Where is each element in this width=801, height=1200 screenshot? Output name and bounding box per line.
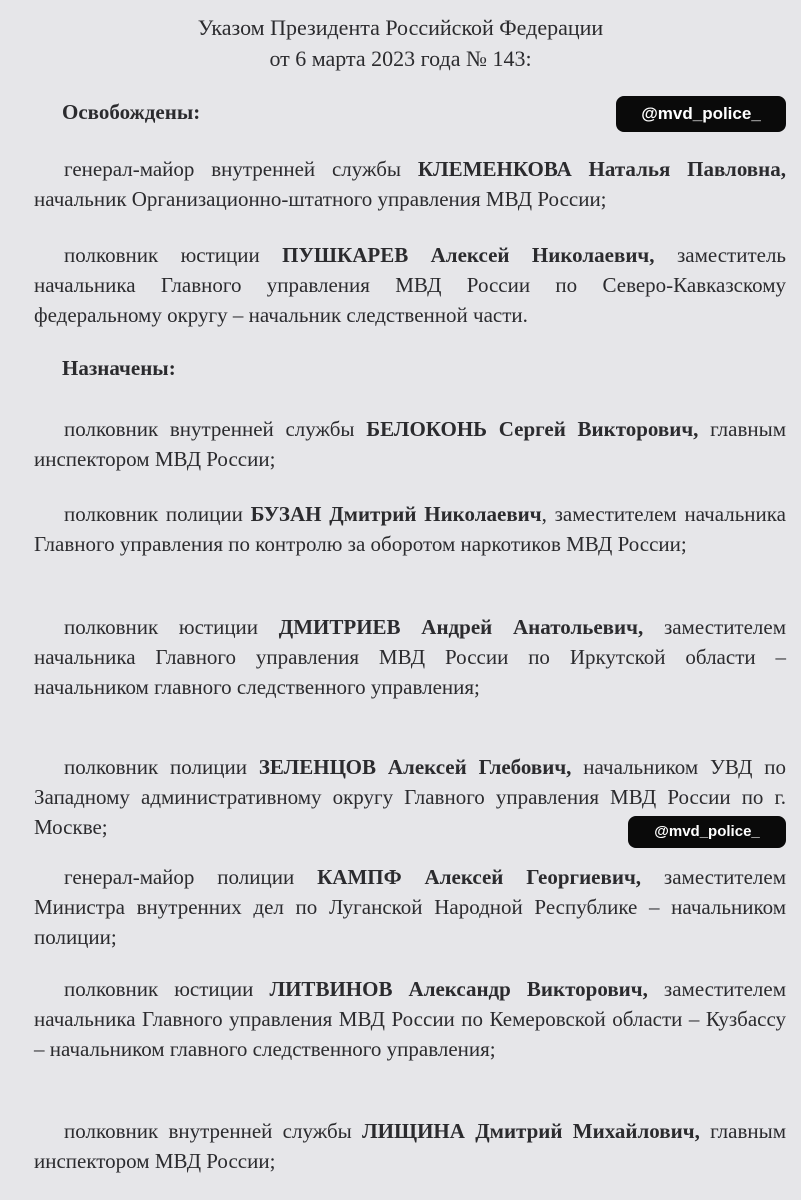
entry-rank: полковник полиции (64, 502, 251, 526)
entry-rank: полковник юстиции (64, 615, 279, 639)
entry-position: заместителем Министра внутренних дел по Луганской Народной Республике – начальником полиции; (34, 865, 787, 949)
entry-person-name: КАМПФ Алексей Георгиевич, (317, 865, 642, 889)
entry-paragraph (34, 240, 786, 330)
entry-paragraph (34, 154, 786, 214)
watermark-badge: @mvd_police_ (628, 816, 786, 848)
entry-person-name: ПУШКАРЕВ Алексей Николаевич, (282, 243, 655, 267)
entry-position: начальником УВД по Западному административному округу Главного управления МВД России по г. Москве; (34, 755, 787, 839)
entry-position: главным инспектором МВД России; (34, 1119, 787, 1173)
watermark-badge: @mvd_police_ (616, 96, 786, 132)
decree-header (0, 12, 801, 74)
entry-paragraph (34, 612, 786, 702)
entry-person-name: ЛИТВИНОВ Александр Викторович, (269, 977, 648, 1001)
entry-paragraph (34, 499, 786, 559)
decree-header-line-2: от 6 марта 2023 года № 143: (269, 46, 532, 71)
entry-person-name: БУЗАН Дмитрий Николаевич (250, 502, 542, 526)
entry-position: начальник Организационно-штатного управления МВД России; (34, 187, 607, 211)
entry-rank: полковник юстиции (64, 243, 283, 267)
entry-rank: полковник юстиции (64, 977, 270, 1001)
entry-paragraph (34, 862, 786, 952)
entry-rank: полковник внутренней службы (64, 1119, 363, 1143)
entry-paragraph (34, 1116, 786, 1176)
entry-paragraph (34, 974, 786, 1064)
entry-paragraph (34, 414, 786, 474)
entry-person-name: КЛЕМЕНКОВА Наталья Павловна, (417, 157, 786, 181)
section-heading-appointed: Назначены: (62, 356, 176, 380)
entry-rank: генерал-майор полиции (64, 865, 318, 889)
section-heading-released: Освобождены: (62, 100, 201, 124)
entry-person-name: БЕЛОКОНЬ Сергей Викторович, (366, 417, 699, 441)
entry-person-name: ЗЕЛЕНЦОВ Алексей Глебович, (258, 755, 572, 779)
decree-header-line-1: Указом Президента Российской Федерации (197, 15, 604, 40)
entry-position: главным инспектором МВД России; (34, 417, 786, 471)
entry-rank: генерал-майор внутренней службы (64, 157, 418, 181)
entry-rank: полковник полиции (64, 755, 259, 779)
entry-position: , заместителем начальника Главного управления по контролю за оборотом наркотиков МВД России; (34, 502, 786, 556)
entry-rank: полковник внутренней службы (64, 417, 367, 441)
entry-person-name: ДМИТРИЕВ Андрей Анатольевич, (278, 615, 644, 639)
entry-position: заместителем начальника Главного управления МВД России по Кемеровской области – Кузбассу – начальником главного следственного управления; (34, 977, 787, 1061)
entry-position: заместитель начальника Главного управления МВД России по Северо-Кавказскому федеральному округу – начальник следственной части. (34, 243, 786, 327)
entry-position: заместителем начальника Главного управления МВД России по Иркутской области – начальником главного следственного управления; (34, 615, 787, 699)
entry-person-name: ЛИЩИНА Дмитрий Михайлович, (362, 1119, 700, 1143)
